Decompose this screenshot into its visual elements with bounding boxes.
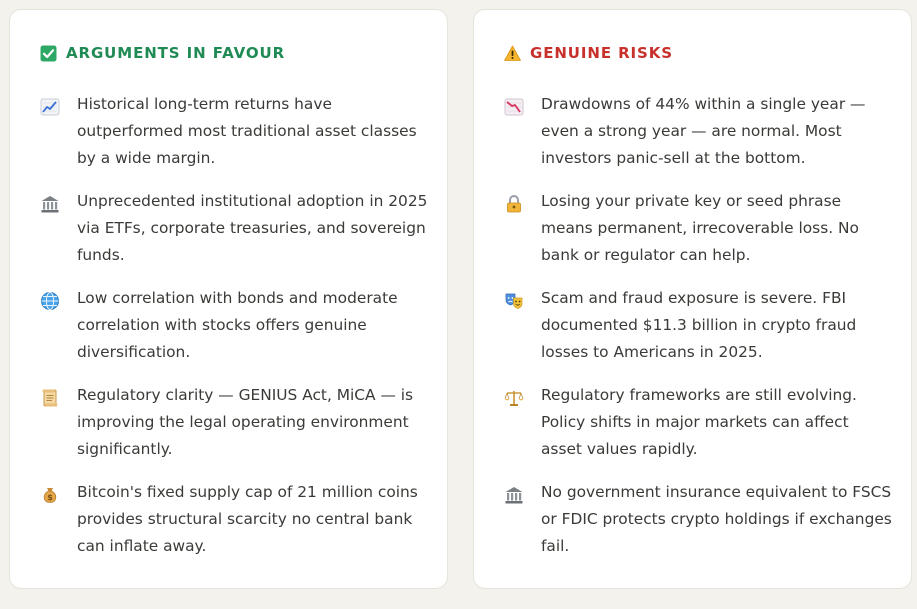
risks-title: GENUINE RISKS — [530, 44, 673, 62]
scroll-icon — [40, 388, 60, 408]
list-item — [40, 479, 430, 560]
risks-header — [504, 44, 673, 62]
list-item — [40, 382, 430, 463]
risks-item-text: Drawdowns of 44% within a single year — even a strong year — are normal. Most investors panic-sell at the bottom. — [541, 95, 866, 167]
genuine-risks-card — [473, 9, 912, 589]
risks-list — [504, 91, 894, 576]
list-item — [504, 285, 894, 366]
list-item — [40, 188, 430, 269]
lock-icon — [504, 194, 524, 214]
list-item — [40, 91, 430, 172]
favour-title: ARGUMENTS IN FAVOUR — [66, 44, 286, 62]
favour-list — [40, 91, 430, 576]
risks-item-text: Losing your private key or seed phrase means permanent, irrecoverable loss. No bank or regulator can help. — [541, 192, 859, 264]
list-item — [40, 285, 430, 366]
favour-item-text: Unprecedented institutional adoption in 2025 via ETFs, corporate treasuries, and sovereign funds. — [77, 192, 428, 264]
chart-increasing-icon — [40, 97, 60, 117]
bank-building-icon — [40, 194, 60, 214]
list-item — [504, 479, 894, 560]
balance-scale-icon — [504, 388, 524, 408]
list-item — [504, 91, 894, 172]
globe-icon — [40, 291, 60, 311]
risks-item-text: No government insurance equivalent to FSCS or FDIC protects crypto holdings if exchanges fail. — [541, 483, 892, 555]
favour-item-text: Low correlation with bonds and moderate correlation with stocks offers genuine diversification. — [77, 289, 398, 361]
risks-item-text: Scam and fraud exposure is severe. FBI documented $11.3 billion in crypto fraud losses to Americans in 2025. — [541, 289, 857, 361]
theater-masks-icon — [504, 291, 524, 311]
favour-header — [40, 44, 285, 62]
favour-item-text: Historical long-term returns have outperformed most traditional asset classes by a wide margin. — [77, 95, 417, 167]
favour-item-text: Regulatory clarity — GENIUS Act, MiCA — is improving the legal operating environment significantly. — [77, 386, 414, 458]
risks-item-text: Regulatory frameworks are still evolving. Policy shifts in major markets can affect asset values rapidly. — [541, 386, 857, 458]
warning-icon — [504, 45, 521, 62]
list-item — [504, 382, 894, 463]
arguments-in-favour-card — [9, 9, 448, 589]
money-bag-icon — [40, 485, 60, 505]
bank-building-icon — [504, 485, 524, 505]
check-mark-icon — [40, 45, 57, 62]
chart-decreasing-icon — [504, 97, 524, 117]
svg-text:$: $ — [47, 493, 53, 502]
favour-item-text: Bitcoin's fixed supply cap of 21 million coins provides structural scarcity no central bank can inflate away. — [77, 483, 418, 555]
list-item — [504, 188, 894, 269]
